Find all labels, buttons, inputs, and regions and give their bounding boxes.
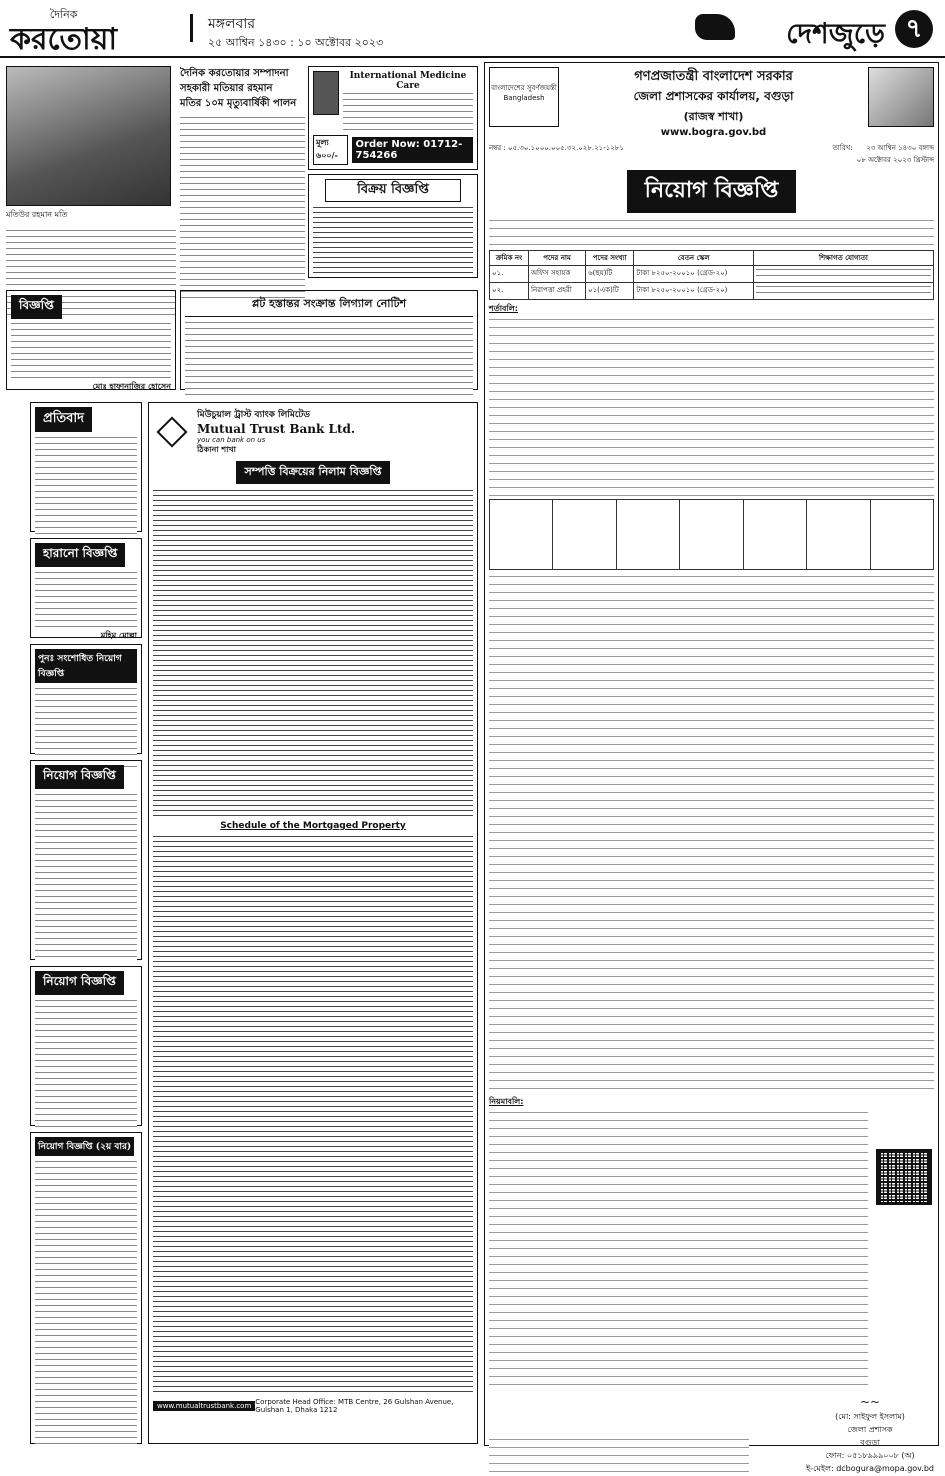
bank-tagline: you can bank on us <box>197 436 266 444</box>
govt-title-1: গণপ্রজাতন্ত্রী বাংলাদেশ সরকার <box>634 69 793 84</box>
notice-box <box>30 966 142 1126</box>
headline-line: দৈনিক করতোয়ার সম্পাদনা <box>180 68 289 79</box>
medicine-price: মূল্য ৬০০/- <box>313 135 348 165</box>
signatory-title: জেলা প্রশাসক <box>847 1425 893 1434</box>
rules-label: নিয়মাবলি: <box>489 1097 524 1106</box>
notice-box <box>30 538 142 638</box>
masthead <box>0 0 945 58</box>
photo-caption: মতিউর রহমান মতি <box>6 210 68 219</box>
newspaper-logo <box>10 6 117 55</box>
govt-website-link[interactable]: www.bogra.gov.bd <box>660 127 767 138</box>
cell-scale: টাকা ৮২৫০-২০০১০ (গ্রেড-২০) <box>634 283 754 300</box>
bangladesh-map-icon <box>695 14 735 40</box>
signatory-email[interactable]: ই-মেইল: dcbogura@mopa.gov.bd <box>806 1464 934 1473</box>
rules-text <box>489 1109 868 1389</box>
govt-recruitment-notice <box>484 62 939 1473</box>
schedule-title: Schedule of the Mortgaged Property <box>220 821 406 831</box>
medicine-ad <box>308 66 478 170</box>
govt-title-3: (রাজস্ব শাখা) <box>683 110 744 123</box>
date-english: ০৮ অক্টোবর ২০২৩ খ্রিস্টাব্দ <box>856 156 934 164</box>
bank-notice-body <box>153 488 473 818</box>
notice-box <box>30 1132 142 1444</box>
bank-logo-icon <box>156 416 187 447</box>
notice-title: হারানো বিজ্ঞপ্তি <box>35 543 125 567</box>
notice-body <box>35 435 137 535</box>
sale-notice <box>308 174 478 278</box>
table-row <box>490 283 934 300</box>
notice-signature: মোঃ হাফানাজির হোসেন <box>92 382 171 391</box>
section-title: দেশজুড়ে <box>786 17 885 50</box>
cell-count: ০১(এক)টি <box>586 283 634 300</box>
applicant-info-table <box>489 499 934 570</box>
notice-title: পুনঃ সংশোধিত নিয়োগ বিজ্ঞপ্তি <box>35 649 137 683</box>
notice-body <box>11 321 171 381</box>
plot-notice-body <box>185 320 473 398</box>
footer-text <box>489 1436 749 1476</box>
cell-sl: ০২. <box>490 283 529 300</box>
cell-qualification <box>754 266 934 283</box>
notice-title: বিজ্ঞপ্তি <box>11 295 62 319</box>
signatory-phone: ফোন: ০৫১৮৯৯৯০০৮ (অ) <box>825 1451 915 1460</box>
qr-code-icon[interactable] <box>876 1149 932 1205</box>
notice-box <box>30 760 142 960</box>
table-header-row <box>490 251 934 266</box>
cell-post: অফিস সহায়ক <box>528 266 585 283</box>
mujib-logo <box>868 67 934 127</box>
memorial-body-text <box>180 115 305 300</box>
bank-name-en: Mutual Trust Bank Ltd. <box>197 422 356 436</box>
table-header: শিক্ষাগত যোগ্যতা <box>754 251 934 266</box>
schedule-body <box>153 834 473 1394</box>
bank-auction-notice <box>148 402 478 1444</box>
notice-box <box>30 644 142 754</box>
paper-small-name: দৈনিক <box>49 8 78 21</box>
cell-post: নিরাপত্তা প্রহরী <box>528 283 585 300</box>
cell-count: ৬(ছয়)টি <box>586 266 634 283</box>
signatory-place: বগুড়া <box>860 1438 880 1447</box>
page-number: ৭ <box>895 10 933 48</box>
bank-website-link[interactable]: www.mutualtrustbank.com <box>153 1401 255 1411</box>
day-label: মঙ্গলবার <box>208 16 256 32</box>
bank-branch: ঠিকানা শাখা <box>197 445 236 454</box>
bank-head-office: Corporate Head Office: MTB Centre, 26 Gulshan Avenue, Gulshan 1, Dhaka 1212 <box>255 1398 454 1414</box>
notice-box <box>6 290 176 390</box>
conditions-text-cont <box>489 573 934 1093</box>
notice-body <box>35 792 137 962</box>
headline-line: মতির ১০ম মৃত্যুবার্ষিকী পালন <box>180 98 297 109</box>
plot-legal-notice <box>180 290 478 390</box>
notice-body <box>35 570 137 630</box>
memorial-article <box>180 66 305 316</box>
bank-name-bn: মিউচুয়াল ট্রাস্ট ব্যাংক লিমিটেড <box>197 410 311 420</box>
cell-qualification <box>754 283 934 300</box>
memorial-photo <box>6 66 171 206</box>
golden-jubilee-logo: বাংলাদেশের সুবর্ণজয়ন্তী Bangladesh <box>489 67 559 127</box>
cell-sl: ০১. <box>490 266 529 283</box>
medicine-ad-body <box>343 91 473 131</box>
memorial-headline <box>180 66 305 111</box>
plot-notice-title: প্লট হস্তান্তর সংক্রান্ত লিগ্যাল নোটিশ <box>185 295 473 317</box>
govt-header <box>489 67 934 138</box>
notice-body <box>35 998 137 1128</box>
paper-name: করতোয়া <box>10 22 118 57</box>
memorial-photo-block <box>6 66 176 226</box>
notice-body <box>35 1159 137 1444</box>
date-bengali: ২৩ আশ্বিন ১৪৩০ বঙ্গাব্দ <box>866 144 934 152</box>
notice-signature: মহিম মোল্লা <box>100 631 137 640</box>
cell-scale: টাকা ৮২৫০-২০০১০ (গ্রেড-২০) <box>634 266 754 283</box>
medicine-order-phone: Order Now: 01712-754266 <box>352 137 473 163</box>
notice-title: প্রতিবাদ <box>35 407 92 432</box>
headline-line: সহকারী মতিয়ার রহমান <box>180 83 273 94</box>
medicine-ad-title: International Medicine Care <box>349 71 467 91</box>
notice-title: নিয়োগ বিজ্ঞপ্তি <box>35 765 124 789</box>
table-header: ক্রমিক নং <box>490 251 529 266</box>
conditions-text <box>489 316 934 496</box>
signatory-block <box>806 1395 934 1476</box>
signature: ~~ <box>860 1395 881 1409</box>
signatory-name: (মো: সাইফুল ইসলাম) <box>835 1412 905 1421</box>
table-row <box>490 266 934 283</box>
date-label: ২৫ আশ্বিন ১৪৩০ : ১০ অক্টোবর ২০২৩ <box>208 36 384 49</box>
sale-notice-title: বিক্রয় বিজ্ঞপ্তি <box>325 179 461 202</box>
recruitment-heading: নিয়োগ বিজ্ঞপ্তি <box>627 170 797 213</box>
notice-title: নিয়োগ বিজ্ঞপ্তি (২য় বার) <box>35 1137 134 1156</box>
date-label: তারিখ: <box>832 144 853 152</box>
sale-notice-body <box>313 205 473 277</box>
notice-title: নিয়োগ বিজ্ঞপ্তি <box>35 971 124 995</box>
table-header: পদের সংখ্যা <box>586 251 634 266</box>
conditions-label: শর্তাবলি: <box>489 304 518 313</box>
notice-body <box>35 686 137 770</box>
govt-title-2: জেলা প্রশাসকের কার্যালয়, বগুড়া <box>633 89 794 103</box>
posts-table <box>489 250 934 300</box>
memo-number: নম্বর : ০৫.৩০.১০০০.০০৫.৩২.০২৮.২১-১২৮১ <box>489 144 624 152</box>
table-header: বেতন স্কেল <box>634 251 754 266</box>
medicine-bottle-icon <box>313 71 339 115</box>
table-header: পদের নাম <box>528 251 585 266</box>
intro-paragraph <box>489 217 934 247</box>
bank-header <box>153 407 473 457</box>
notice-box <box>30 402 142 532</box>
bank-notice-title: সম্পত্তি বিক্রয়ের নিলাম বিজ্ঞপ্তি <box>236 461 389 484</box>
masthead-divider <box>190 14 193 42</box>
